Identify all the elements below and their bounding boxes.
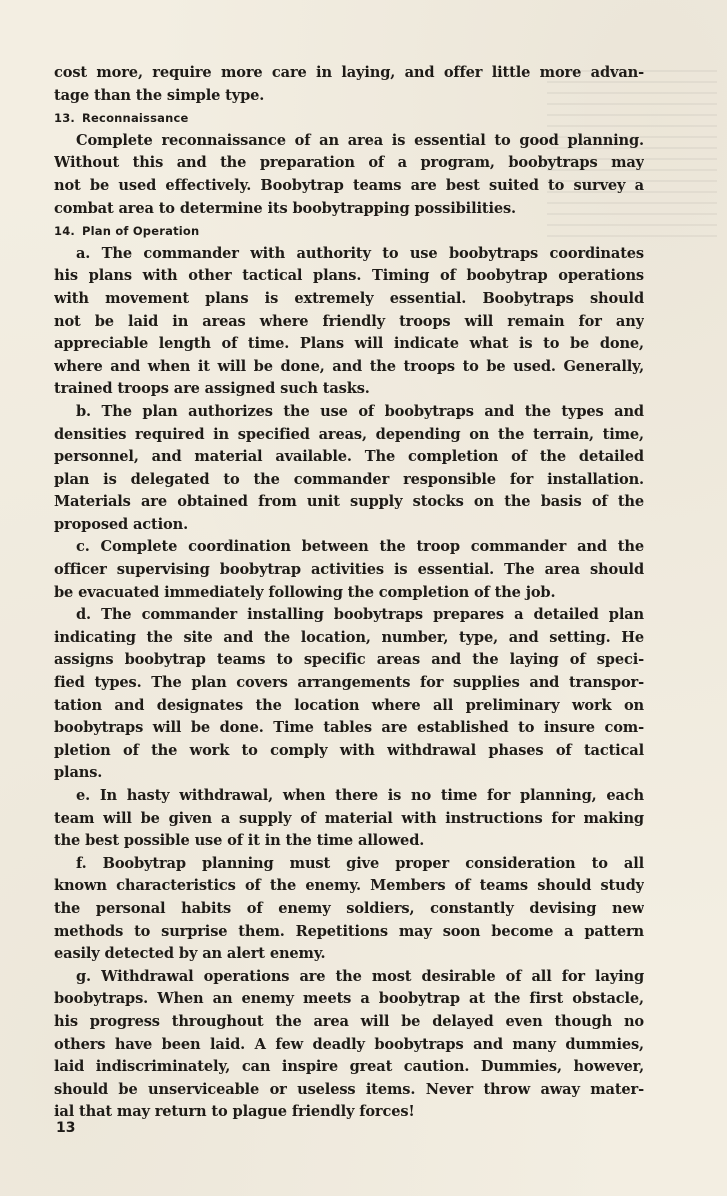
text-line: the personal habits of enemy soldiers, constantly devising new bbox=[54, 899, 644, 917]
text-line: where and when it will be done, and the troops to be used. Generally, bbox=[54, 357, 644, 375]
text-line: appreciable length of time. Plans will indicate what is to be done, bbox=[54, 335, 644, 353]
text-line: Complete reconnaissance of an area is essential to good planning. bbox=[76, 131, 644, 149]
text-line: g. Withdrawal operations are the most desirable of all for laying bbox=[76, 967, 644, 985]
section-number: 14. bbox=[54, 224, 75, 239]
text-line: proposed action. bbox=[54, 515, 189, 533]
text-line: boobytraps. When an enemy meets a boobytrap at the first obstacle, bbox=[54, 990, 644, 1008]
section-heading bbox=[54, 107, 644, 130]
text-line: combat area to determine its boobytrapping possibilities. bbox=[54, 199, 516, 217]
text-line: cost more, require more care in laying, and offer little more advan- bbox=[54, 64, 644, 81]
paragraph bbox=[54, 130, 644, 220]
text-line: assigns boobytrap teams to specific areas and the laying of speci- bbox=[54, 651, 644, 669]
paragraph bbox=[54, 853, 644, 966]
paragraph bbox=[54, 966, 644, 1124]
paragraph bbox=[54, 243, 644, 401]
paragraph bbox=[54, 785, 644, 853]
text-line: laid indiscriminately, can inspire great caution. Dummies, however, bbox=[54, 1058, 644, 1076]
text-line: boobytraps will be done. Time tables are established to insure com- bbox=[54, 719, 644, 737]
text-line: tage than the simple type. bbox=[54, 86, 265, 104]
text-line: pletion of the work to comply with withdrawal phases of tactical bbox=[54, 741, 644, 759]
text-line: be evacuated immediately following the completion of the job. bbox=[54, 583, 556, 601]
section-title: Reconnaissance bbox=[82, 111, 189, 126]
text-line: methods to surprise them. Repetitions may soon become a pattern bbox=[54, 922, 644, 940]
text-line: fied types. The plan covers arrangements for supplies and transpor- bbox=[54, 674, 644, 692]
text-line: his progress throughout the area will be delayed even though no bbox=[54, 1012, 644, 1030]
text-line: a. The commander with authority to use boobytraps coordinates bbox=[76, 244, 644, 262]
text-line: d. The commander installing boobytraps prepares a detailed plan bbox=[76, 606, 644, 624]
text-line: c. Complete coordination between the troop commander and the bbox=[76, 538, 644, 556]
page-number: 13 bbox=[56, 1120, 76, 1136]
paragraph bbox=[54, 604, 644, 785]
text-line: the best possible use of it in the time allowed. bbox=[54, 832, 425, 850]
text-line: easily detected by an alert enemy. bbox=[54, 945, 326, 963]
body-text bbox=[54, 62, 644, 1124]
text-line: should be unserviceable or useless items. Never throw away mater- bbox=[54, 1080, 644, 1098]
text-line: team will be given a supply of material with instructions for making bbox=[54, 809, 644, 827]
text-line: indicating the site and the location, number, type, and setting. He bbox=[54, 628, 644, 646]
text-line: his plans with other tactical plans. Timing of boobytrap operations bbox=[54, 267, 644, 285]
text-line: plan is delegated to the commander responsible for installation. bbox=[54, 470, 644, 488]
text-line: b. The plan authorizes the use of boobytraps and the types and bbox=[76, 402, 644, 420]
text-line: others have been laid. A few deadly boobytraps and many dummies, bbox=[54, 1035, 644, 1053]
text-line: e. In hasty withdrawal, when there is no time for planning, each bbox=[76, 787, 644, 804]
paragraph bbox=[54, 536, 644, 604]
text-line: densities required in specified areas, depending on the terrain, time, bbox=[54, 425, 644, 443]
text-line: plans. bbox=[54, 764, 103, 782]
text-line: not be used effectively. Boobytrap teams are best suited to survey a bbox=[54, 176, 644, 194]
text-line: tation and designates the location where all preliminary work on bbox=[54, 696, 644, 714]
text-line: personnel, and material available. The completion of the detailed bbox=[54, 448, 644, 466]
paragraph bbox=[54, 401, 644, 537]
text-line: Without this and the preparation of a program, boobytraps may bbox=[54, 154, 644, 172]
text-line: with movement plans is extremely essential. Boobytraps should bbox=[54, 289, 644, 307]
paragraph bbox=[54, 62, 644, 107]
text-line: known characteristics of the enemy. Members of teams should study bbox=[54, 877, 644, 895]
text-line: trained troops are assigned such tasks. bbox=[54, 380, 370, 398]
text-line: Materials are obtained from unit supply stocks on the basis of the bbox=[54, 493, 644, 511]
text-line: f. Boobytrap planning must give proper consideration to all bbox=[76, 854, 644, 872]
section-title: Plan of Operation bbox=[82, 224, 200, 239]
text-line: not be laid in areas where friendly troops will remain for any bbox=[54, 312, 644, 330]
text-line: officer supervising boobytrap activities is essential. The area should bbox=[54, 561, 644, 579]
text-line: ial that may return to plague friendly forces! bbox=[54, 1103, 415, 1121]
section-heading bbox=[54, 220, 644, 243]
section-number: 13. bbox=[54, 111, 75, 126]
